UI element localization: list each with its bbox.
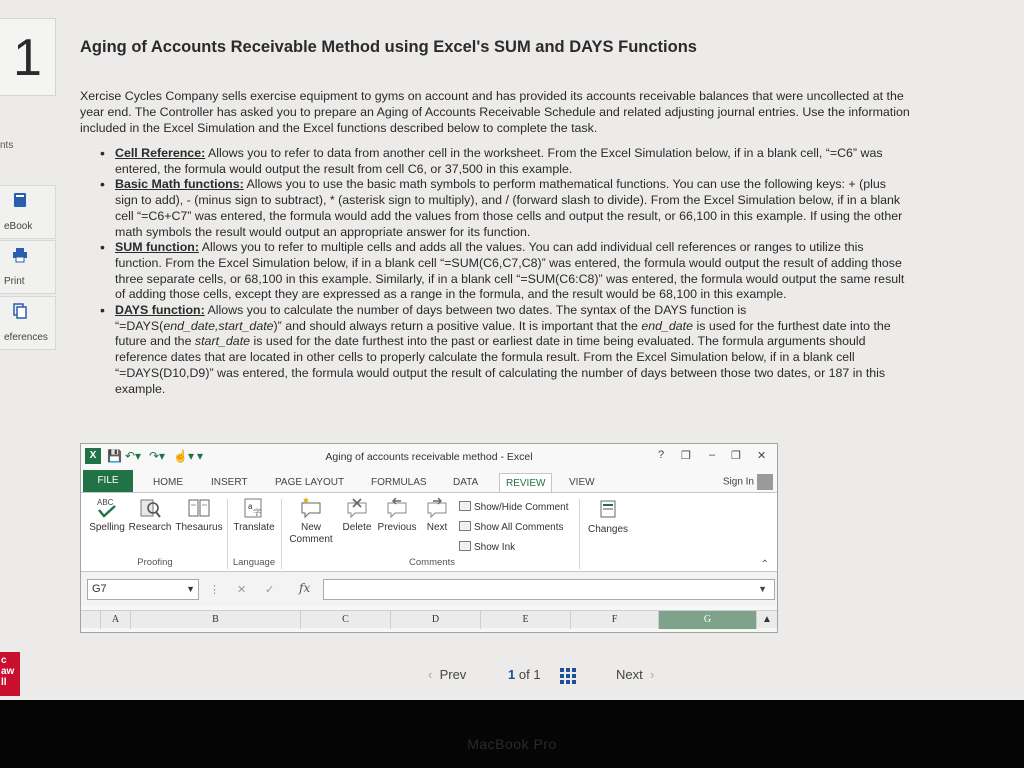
sign-in-label: Sign In — [722, 476, 754, 488]
points-label: nts — [0, 140, 14, 151]
spelling-label: Spelling — [89, 522, 125, 533]
research-button[interactable] — [127, 497, 173, 534]
printer-icon — [13, 247, 27, 263]
previous-comment-icon — [385, 497, 409, 519]
term-sum-function: SUM function: — [115, 240, 199, 255]
help-icon[interactable]: ? — [658, 449, 665, 461]
show-hide-comment-button[interactable] — [459, 501, 568, 513]
publisher-logo: c aw ll — [0, 652, 20, 696]
excel-logo-icon: X — [85, 448, 101, 464]
tab-insert[interactable]: INSERT — [211, 477, 248, 488]
excel-simulation[interactable] — [80, 443, 778, 633]
list-item — [100, 177, 910, 240]
excel-window-title: Aging of accounts receivable method - Excel — [325, 451, 533, 463]
list-item — [100, 303, 910, 397]
references-label: eferences — [4, 332, 48, 343]
enter-icon[interactable]: ✓ — [265, 584, 275, 596]
book-icon — [13, 192, 27, 208]
bezel-brand: MacBook Pro — [467, 736, 557, 752]
cancel-entry-icon[interactable]: ✕ — [237, 584, 247, 596]
references-button[interactable] — [0, 296, 56, 350]
column-header-g[interactable]: G — [659, 611, 757, 629]
svg-text:✱: ✱ — [303, 498, 309, 505]
research-label: Research — [128, 522, 172, 533]
function-list — [100, 146, 910, 397]
more-options-icon: ⋮ — [209, 584, 220, 596]
tab-file[interactable]: FILE — [83, 470, 133, 492]
insert-function-icon[interactable]: fx — [299, 581, 311, 595]
ribbon-tabs — [81, 470, 777, 492]
column-header-c[interactable]: C — [301, 611, 391, 629]
references-icon — [13, 303, 27, 319]
svg-text:ABC: ABC — [97, 498, 114, 507]
group-separator — [281, 499, 282, 569]
desc-days-function: Allows you to calculate the number of days between two dates. The syntax of the DAYS function is “=DAYS(end_date,start_date)” and should always return a positive value. It is important that the end_date is used for the furthest date into the future and the start_date is used for the date furthest into the past or earliest date in time being evaluated. The formula arguments should reference dates that are located in other cells to properly calculate the formula result. From the Excel Simulation below, if in a blank cell “=DAYS(D10,D9)” was entered, the formula would output the result of calculating the number of days between those two dates, or 187 in this example. — [115, 303, 891, 396]
select-all-corner[interactable] — [81, 611, 101, 629]
tab-page-layout[interactable]: PAGE LAYOUT — [275, 477, 345, 488]
save-icon[interactable]: 💾 — [107, 449, 122, 463]
page-current: 1 — [508, 667, 516, 682]
page-of: of — [518, 667, 530, 682]
laptop-bezel — [0, 700, 1024, 768]
ebook-label: eBook — [4, 221, 33, 232]
translate-button[interactable] — [231, 497, 277, 534]
show-ink-icon — [459, 541, 471, 551]
next-comment-button[interactable] — [421, 497, 453, 534]
column-header-d[interactable]: D — [391, 611, 481, 629]
scroll-up-icon[interactable]: ▲ — [762, 614, 772, 625]
group-separator — [579, 499, 580, 569]
delete-comment-icon — [345, 497, 369, 519]
column-header-a[interactable]: A — [101, 611, 131, 629]
new-comment-label: New Comment — [289, 522, 333, 545]
group-language-label: Language — [232, 557, 276, 568]
new-comment-button[interactable] — [285, 497, 337, 546]
print-label: Print — [4, 276, 25, 287]
term-basic-math: Basic Math functions: — [115, 177, 244, 192]
tab-data[interactable]: DATA — [453, 477, 479, 488]
previous-comment-button[interactable] — [375, 497, 419, 534]
review-ribbon — [81, 492, 777, 572]
spelling-button[interactable] — [87, 497, 127, 534]
customize-toolbar-icon[interactable]: ▾ — [197, 449, 204, 463]
name-box[interactable] — [87, 579, 199, 600]
minimize-icon[interactable]: – — [709, 449, 716, 461]
changes-icon — [596, 499, 620, 521]
close-icon[interactable]: ✕ — [757, 450, 767, 462]
show-all-comments-icon — [459, 521, 471, 531]
prev-label: Prev — [439, 667, 467, 682]
next-label: Next — [426, 522, 448, 533]
show-hide-comment-label: Show/Hide Comment — [474, 502, 569, 513]
ribbon-display-icon[interactable]: ❒ — [681, 450, 691, 462]
svg-text:字: 字 — [253, 508, 261, 517]
translate-label: Translate — [233, 522, 275, 533]
desc-basic-math: Allows you to use the basic math symbols to perform mathematical functions. You can use the following keys: + (plus sign to add), - (minus sign to subtract), * (asterisk sign to multiply), and / (forward slash to divide). From the Excel Simulation below, if in a blank cell “=C6+C7” was entered, the formula would add the values from those cells and output the result, or 66,100 in this example. If using the other math symbols the result would output an appropriate answer for its function. — [115, 177, 903, 239]
term-cell-reference: Cell Reference: — [115, 146, 206, 160]
redo-icon[interactable]: ↷▾ — [149, 449, 166, 463]
column-headers — [81, 610, 777, 628]
thesaurus-label: Thesaurus — [175, 522, 223, 533]
column-header-f[interactable]: F — [571, 611, 659, 629]
new-comment-icon — [299, 497, 323, 519]
term-days-function: DAYS function: — [115, 303, 205, 318]
question-number[interactable]: 1 — [0, 18, 56, 96]
name-box-value: G7 — [92, 583, 107, 595]
column-header-e[interactable]: E — [481, 611, 571, 629]
collapse-ribbon-icon[interactable]: ⌃ — [760, 559, 769, 570]
show-all-comments-button[interactable] — [459, 521, 563, 533]
prev-button[interactable]: ‹ Prev — [428, 667, 467, 682]
sign-in-button[interactable] — [723, 474, 773, 490]
restore-icon[interactable]: ❐ — [731, 450, 741, 462]
next-comment-icon — [425, 497, 449, 519]
previous-label: Previous — [377, 522, 417, 533]
changes-button[interactable] — [583, 499, 633, 536]
tab-home[interactable]: HOME — [153, 477, 183, 488]
next-page-label: Next — [616, 667, 643, 682]
group-proofing-label: Proofing — [137, 557, 173, 568]
print-button[interactable] — [0, 240, 56, 294]
group-separator — [227, 499, 228, 569]
translate-icon — [242, 497, 266, 519]
show-ink-label: Show Ink — [474, 542, 516, 553]
page-total: 1 — [533, 667, 541, 682]
list-item — [100, 240, 910, 303]
tab-review[interactable]: REVIEW — [499, 473, 552, 492]
excel-title-bar — [81, 444, 777, 470]
grid-icon[interactable] — [560, 668, 576, 684]
chevron-down-icon: ▼ — [186, 584, 195, 594]
ebook-button[interactable] — [0, 185, 56, 239]
formula-bar — [81, 572, 777, 606]
thesaurus-icon — [187, 497, 211, 519]
show-ink-button[interactable] — [459, 541, 515, 553]
left-rail — [0, 0, 56, 700]
delete-label: Delete — [342, 522, 372, 533]
research-icon — [138, 497, 162, 519]
svg-text:a: a — [248, 502, 253, 511]
page-indicator — [508, 667, 541, 682]
show-all-comments-label: Show All Comments — [474, 522, 564, 533]
tab-formulas[interactable]: FORMULAS — [371, 477, 427, 488]
tab-view[interactable]: VIEW — [569, 477, 595, 488]
group-comments-label: Comments — [409, 557, 455, 568]
undo-icon[interactable]: ↶▾ — [125, 449, 142, 463]
delete-comment-button[interactable] — [339, 497, 375, 534]
touch-mode-icon[interactable]: ☝▾ — [173, 449, 194, 463]
intro-paragraph: Xercise Cycles Company sells exercise equipment to gyms on account and has provided its accounts receivable balances that were uncollected at the year end. The Controller has asked you to prepare an Aging of Accounts Receivable Schedule and related adjusting journal entries. Use the information included in the Excel Simulation and the Excel functions described below to complete the task. — [80, 89, 910, 135]
desc-cell-reference: Allows you to refer to data from another cell in the worksheet. From the Excel Simulation below, if in a blank cell, “=C6” was entered, the formula would output the result from cell C6, or 37,500 in this example. — [115, 146, 883, 176]
spelling-icon — [95, 497, 119, 519]
user-avatar-icon — [757, 474, 773, 490]
expand-formula-icon[interactable]: ▼ — [758, 584, 767, 594]
formula-input[interactable] — [323, 579, 775, 600]
list-item — [100, 146, 910, 177]
thesaurus-button[interactable] — [175, 497, 223, 534]
show-hide-comment-icon — [459, 501, 471, 511]
changes-label: Changes — [587, 524, 629, 535]
column-header-b[interactable]: B — [131, 611, 301, 629]
page-title: Aging of Accounts Receivable Method using Excel's SUM and DAYS Functions — [80, 38, 697, 56]
desc-sum-function: Allows you to refer to multiple cells and adds all the values. You can add individual cell references or ranges to utilize this function. From the Excel Simulation below, if in a blank cell “=SUM(C6,C7,C8)” was entered, the formula would output the result of adding those three separate cells, or 68,100 in this example. Similarly, if in a blank cell “=SUM(C6:C8)” was entered, the formula would output the same result of adding those cells, except they are expressed as a range in the formula, and the result would be 68,100 in this example. — [115, 240, 905, 302]
next-button[interactable]: Next › — [616, 667, 655, 682]
